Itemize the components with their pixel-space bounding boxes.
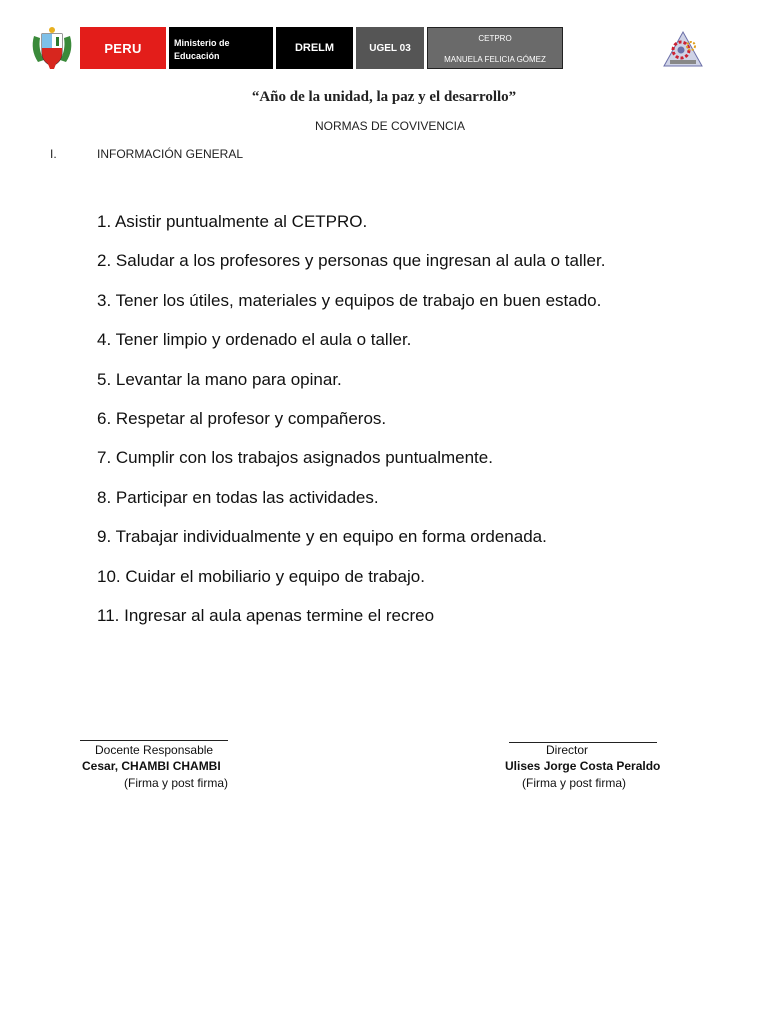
year-motto: “Año de la unidad, la paz y el desarrollo” (251, 89, 517, 105)
cetpro-gear-logo-icon (662, 30, 704, 70)
rule-item: 1. Asistir puntualmente al CETPRO. (97, 212, 368, 231)
section-title: INFORMACIÓN GENERAL (97, 147, 244, 161)
left-signature-line (80, 740, 228, 741)
document-title: NORMAS DE COVIVENCIA (315, 119, 466, 133)
cetpro-line-1: CETPRO (478, 34, 512, 43)
peru-coat-of-arms-icon (28, 26, 76, 70)
drelm-label: DRELM (294, 42, 335, 54)
ministry-line-1: Ministerio de (174, 38, 230, 48)
rules-list (97, 212, 605, 645)
rule-item: 11. Ingresar al aula apenas termine el recreo (97, 605, 435, 625)
rule-item: 9. Trabajar individualmente y en equipo en forma ordenada. (97, 527, 547, 547)
country-label: PERU (104, 40, 142, 56)
cetpro-line-2: MANUELA FELICIA GÓMEZ (444, 55, 546, 64)
left-signature-name: Cesar, CHAMBI CHAMBI (82, 759, 221, 773)
rule-item: 5. Levantar la mano para opinar. (97, 369, 342, 389)
section-number: I. (50, 147, 57, 161)
drelm-banner (276, 27, 353, 69)
ministry-line-2: Educación (174, 51, 220, 61)
right-signature-role: Director (546, 743, 589, 757)
right-signature-name: Ulises Jorge Costa Peraldo (505, 759, 661, 773)
ugel-banner (356, 27, 424, 69)
rule-item: 6. Respetar al profesor y compañeros. (97, 408, 387, 428)
ugel-label: UGEL 03 (369, 42, 411, 54)
rule-item: 8. Participar en todas las actividades. (97, 487, 379, 507)
rule-item: 4. Tener limpio y ordenado el aula o taller. (97, 330, 412, 350)
left-signature-note: (Firma y post firma) (124, 776, 229, 790)
cetpro-banner (427, 27, 563, 69)
ministry-banner (169, 27, 273, 69)
rule-item: 3. Tener los útiles, materiales y equipos de trabajo en buen estado. (97, 290, 602, 310)
peru-banner (80, 27, 166, 69)
page-header (28, 26, 768, 72)
right-signature-note: (Firma y post firma) (522, 776, 627, 790)
rule-item: 10. Cuidar el mobiliario y equipo de trabajo. (97, 566, 425, 586)
rule-item: 2. Saludar a los profesores y personas que ingresan al aula o taller. (97, 251, 606, 271)
left-signature-role: Docente Responsable (95, 743, 214, 757)
rule-item: 7. Cumplir con los trabajos asignados puntualmente. (97, 448, 493, 468)
